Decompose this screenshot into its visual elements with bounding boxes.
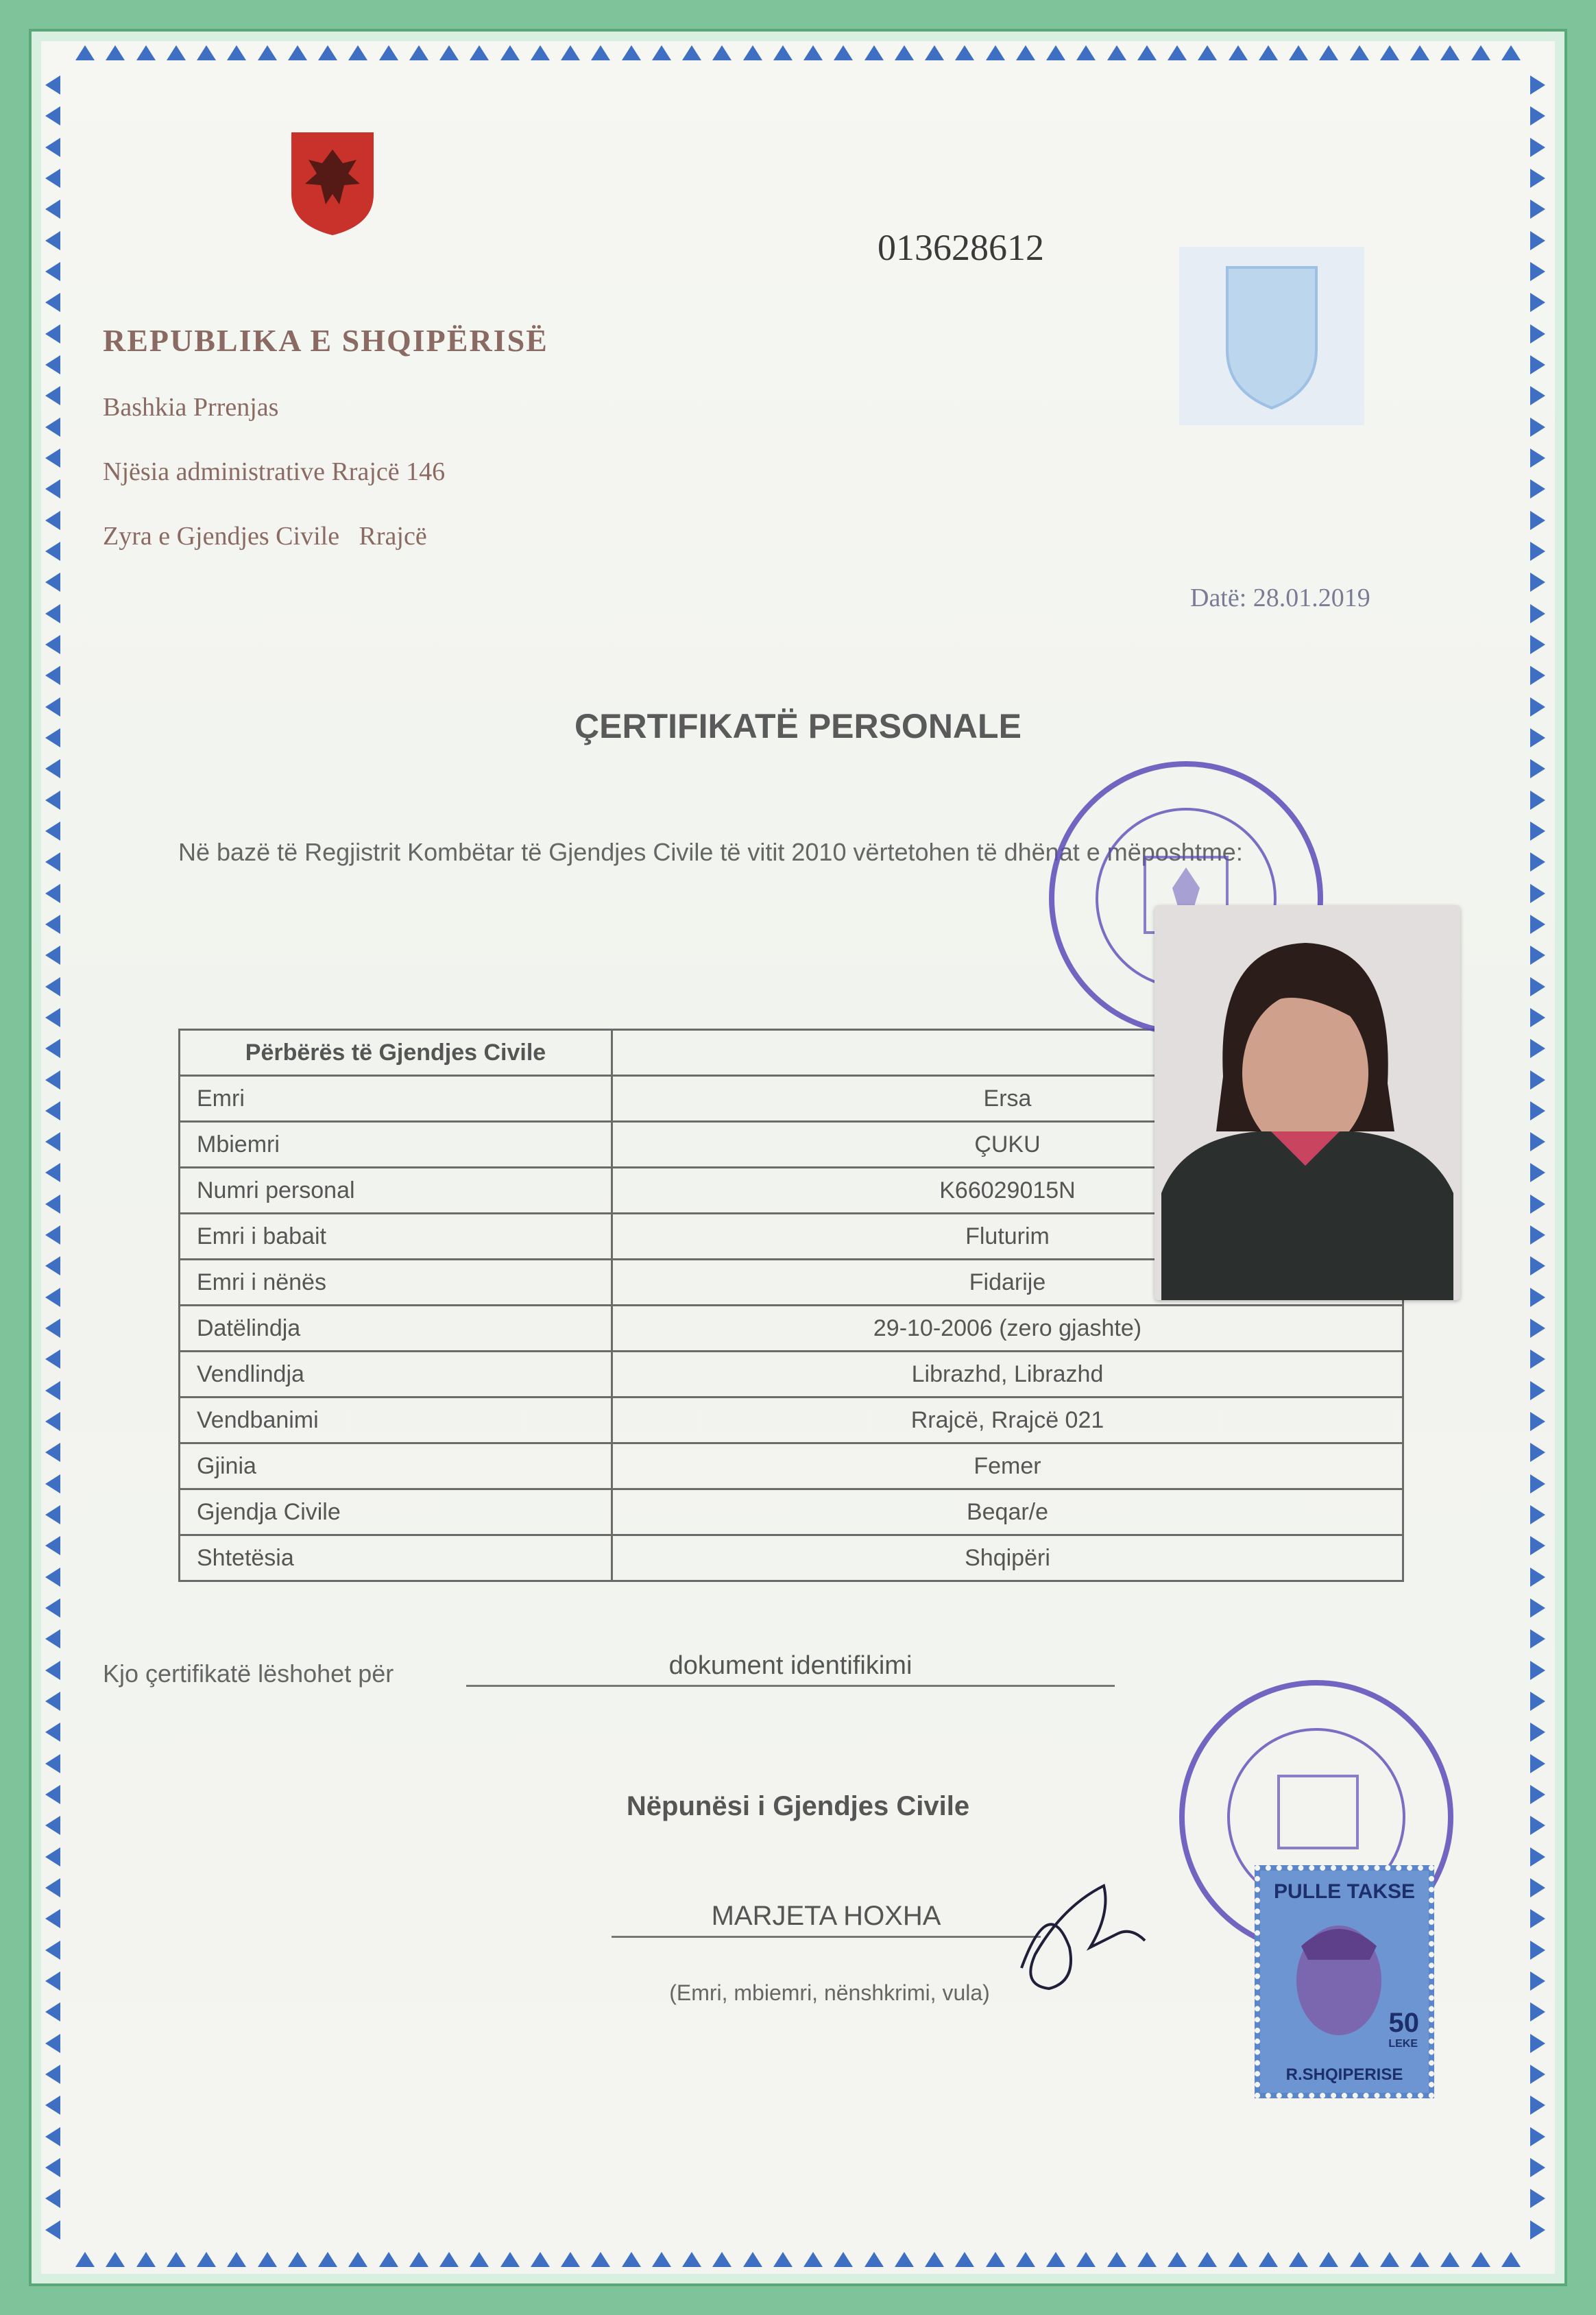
row-value: K66029015N <box>612 1168 1403 1214</box>
border-triangle <box>470 45 489 60</box>
border-triangle <box>45 1288 60 1307</box>
border-triangle <box>743 45 762 60</box>
row-label: Emri <box>180 1076 612 1122</box>
border-triangle <box>45 1941 60 1960</box>
row-value: Shqipëri <box>612 1535 1403 1581</box>
table-row <box>180 1443 1403 1489</box>
border-triangle <box>925 2252 944 2267</box>
row-label: Gjinia <box>180 1443 612 1489</box>
border-triangle <box>45 791 60 810</box>
tax-stamp-portrait <box>1260 1871 1429 2093</box>
border-triangle <box>1530 479 1545 499</box>
border-triangle <box>45 386 60 405</box>
border-triangle <box>712 2252 732 2267</box>
serial-number: 013628612 <box>878 227 1044 268</box>
border-triangle <box>409 2252 428 2267</box>
border-triangle <box>45 1132 60 1151</box>
border-triangle <box>167 45 186 60</box>
intro-text: Në bazë të Regjistrit Kombëtar të Gjendjes Civile të vitit 2010 vërtetohen të dhënat e mëposhtme: <box>178 838 1243 866</box>
border-triangle <box>986 2252 1005 2267</box>
border-triangle <box>1530 324 1545 344</box>
border-triangles-bottom <box>75 2252 1521 2272</box>
border-triangle <box>1530 169 1545 188</box>
border-triangle <box>45 1225 60 1245</box>
border-triangle <box>1530 448 1545 468</box>
border-triangle <box>1530 1195 1545 1214</box>
border-triangle <box>45 418 60 437</box>
border-triangle <box>470 2252 489 2267</box>
border-triangle <box>45 1723 60 1742</box>
row-value: 29-10-2006 (zero gjashte) <box>612 1306 1403 1352</box>
border-triangle <box>561 2252 580 2267</box>
border-triangle <box>1530 1039 1545 1058</box>
border-triangle <box>1530 1474 1545 1494</box>
border-triangle <box>45 511 60 530</box>
border-triangle <box>1530 791 1545 810</box>
row-label: Datëlindja <box>180 1306 612 1352</box>
row-label: Vendlindja <box>180 1352 612 1398</box>
border-triangle <box>379 45 398 60</box>
border-triangle <box>1530 231 1545 250</box>
border-triangle <box>652 2252 671 2267</box>
border-triangle <box>1530 821 1545 841</box>
border-triangle <box>500 2252 520 2267</box>
row-label: Numri personal <box>180 1168 612 1214</box>
border-triangle <box>45 821 60 841</box>
row-label: Emri i nënës <box>180 1260 612 1306</box>
border-triangle <box>288 2252 307 2267</box>
border-triangle <box>986 45 1005 60</box>
border-triangle <box>45 1629 60 1648</box>
border-triangle <box>45 2189 60 2208</box>
border-triangle <box>197 2252 216 2267</box>
border-triangle <box>1530 1629 1545 1648</box>
tax-stamp-unit: LEKE <box>1388 2038 1418 2050</box>
border-triangle <box>1530 386 1545 405</box>
border-triangle <box>1350 2252 1369 2267</box>
border-triangle <box>1530 1941 1545 1960</box>
issued-for-label: Kjo çertifikatë lëshohet për <box>103 1659 394 1688</box>
row-value: Librazhd, Librazhd <box>612 1352 1403 1398</box>
border-triangle <box>45 169 60 188</box>
border-triangle <box>864 45 884 60</box>
border-triangle <box>45 1195 60 1214</box>
border-triangle <box>1076 45 1096 60</box>
border-triangle <box>45 884 60 903</box>
border-triangle <box>531 45 550 60</box>
border-triangle <box>1198 45 1217 60</box>
row-value: Fidarije <box>612 1260 1403 1306</box>
border-triangle <box>1016 2252 1035 2267</box>
border-triangles-top <box>75 45 1521 66</box>
border-triangle <box>75 45 95 60</box>
border-triangle <box>1530 293 1545 312</box>
border-triangle <box>1471 2252 1490 2267</box>
border-triangle <box>348 2252 367 2267</box>
border-triangles-right <box>1530 75 1551 2240</box>
border-triangle <box>167 2252 186 2267</box>
albanian-emblem-icon <box>288 129 377 237</box>
border-triangle <box>45 666 60 685</box>
border-triangle <box>45 852 60 872</box>
tax-stamp-country: R.SHQIPERISE <box>1285 2065 1403 2084</box>
border-triangle <box>1530 2096 1545 2115</box>
border-triangle <box>136 45 156 60</box>
table-row <box>180 1352 1403 1398</box>
border-triangle <box>1530 915 1545 934</box>
border-triangle <box>1107 2252 1126 2267</box>
border-triangle <box>955 45 974 60</box>
border-triangle <box>45 293 60 312</box>
table-header: Përbërës të Gjendjes Civile <box>180 1030 612 1076</box>
row-value: Femer <box>612 1443 1403 1489</box>
border-triangle <box>652 45 671 60</box>
border-triangle <box>1530 635 1545 654</box>
border-triangle <box>1530 2065 1545 2084</box>
border-triangle <box>288 45 307 60</box>
row-label: Shtetësia <box>180 1535 612 1581</box>
border-triangle <box>45 1505 60 1524</box>
border-triangle <box>45 1598 60 1618</box>
border-triangle <box>895 2252 914 2267</box>
border-triangle <box>1530 1381 1545 1400</box>
border-triangle <box>45 2127 60 2146</box>
border-triangle <box>45 1008 60 1027</box>
border-triangle <box>1530 75 1545 95</box>
tax-stamp-icon <box>1255 1865 1434 2098</box>
border-triangle <box>1530 1350 1545 1369</box>
border-triangle <box>106 2252 125 2267</box>
border-triangle <box>45 1412 60 1431</box>
border-triangle <box>1530 2034 1545 2053</box>
border-triangle <box>1229 2252 1248 2267</box>
issue-date: Datë: 28.01.2019 <box>1190 584 1370 612</box>
border-triangle <box>591 2252 610 2267</box>
border-triangle <box>348 45 367 60</box>
table-row <box>180 1489 1403 1535</box>
border-triangle <box>1530 1101 1545 1120</box>
header-municipality: Bashkia Prrenjas <box>103 393 279 422</box>
border-triangle <box>45 1256 60 1275</box>
border-triangle <box>1530 1225 1545 1245</box>
border-triangle <box>45 355 60 374</box>
border-triangle <box>45 479 60 499</box>
border-triangle <box>1440 45 1460 60</box>
border-triangle <box>45 448 60 468</box>
row-label: Mbiemri <box>180 1122 612 1168</box>
border-triangle <box>45 2065 60 2084</box>
border-triangle <box>45 2034 60 2053</box>
border-triangle <box>1259 45 1278 60</box>
border-triangle <box>1530 2220 1545 2240</box>
border-triangle <box>1380 2252 1399 2267</box>
border-triangle <box>45 2096 60 2115</box>
border-triangle <box>1530 946 1545 965</box>
border-triangle <box>318 45 337 60</box>
tax-stamp-value: 50 <box>1388 2008 1419 2038</box>
border-triangle <box>1107 45 1126 60</box>
officer-name: MARJETA HOXHA <box>612 1901 1041 1938</box>
border-triangle <box>1530 262 1545 281</box>
border-triangle <box>1046 45 1065 60</box>
border-triangle <box>1530 2127 1545 2146</box>
border-triangle <box>1410 2252 1429 2267</box>
border-triangle <box>1168 45 1187 60</box>
border-triangle <box>45 1163 60 1182</box>
border-triangle <box>1530 1536 1545 1555</box>
border-triangle <box>1530 1598 1545 1618</box>
row-value: Rrajcë, Rrajcë 021 <box>612 1398 1403 1443</box>
border-triangle <box>439 2252 459 2267</box>
row-label: Vendbanimi <box>180 1398 612 1443</box>
border-triangle <box>1229 45 1248 60</box>
border-triangle <box>45 231 60 250</box>
border-triangle <box>1530 1505 1545 1524</box>
border-triangle <box>45 2220 60 2240</box>
border-triangle <box>45 573 60 592</box>
border-triangle <box>1530 106 1545 125</box>
border-triangle <box>45 542 60 561</box>
border-triangle <box>1530 1661 1545 1680</box>
border-triangle <box>45 1101 60 1120</box>
border-triangle <box>1198 2252 1217 2267</box>
border-triangle <box>1530 604 1545 623</box>
border-triangle <box>955 2252 974 2267</box>
border-triangle <box>439 45 459 60</box>
watermark-emblem-icon <box>1179 247 1364 425</box>
border-triangle <box>500 45 520 60</box>
border-triangle <box>622 45 641 60</box>
border-triangle <box>743 2252 762 2267</box>
border-triangle <box>45 604 60 623</box>
border-triangle <box>1530 1568 1545 1587</box>
border-triangle <box>197 45 216 60</box>
border-triangle <box>1440 2252 1460 2267</box>
border-triangle <box>45 1039 60 1058</box>
border-triangle <box>45 759 60 778</box>
border-triangle <box>1501 45 1521 60</box>
tax-stamp-title: PULLE TAKSE <box>1273 1880 1416 1903</box>
border-triangle <box>1137 2252 1157 2267</box>
row-value: ÇUKU <box>612 1122 1403 1168</box>
border-triangle <box>1530 573 1545 592</box>
border-triangle <box>379 2252 398 2267</box>
border-triangle <box>258 2252 277 2267</box>
border-triangle <box>45 1692 60 1711</box>
border-triangle <box>1530 1008 1545 1027</box>
border-triangles-left <box>45 75 66 2240</box>
row-value: Beqar/e <box>612 1489 1403 1535</box>
border-triangle <box>1530 1909 1545 1928</box>
header-republic: REPUBLIKA E SHQIPËRISË <box>103 323 548 358</box>
signature-icon <box>1008 1865 1159 2002</box>
border-triangle <box>1168 2252 1187 2267</box>
border-triangle <box>1530 1443 1545 1462</box>
border-triangle <box>1530 666 1545 685</box>
border-triangle <box>45 200 60 219</box>
border-triangle <box>45 1754 60 1773</box>
border-triangle <box>1319 2252 1338 2267</box>
border-triangle <box>1530 1878 1545 1897</box>
border-triangle <box>45 106 60 125</box>
border-triangle <box>1530 977 1545 996</box>
page-title: ÇERTIFIKATË PERSONALE <box>575 707 1021 745</box>
border-triangle <box>1530 2158 1545 2177</box>
border-triangle <box>45 2158 60 2177</box>
border-triangle <box>682 2252 701 2267</box>
border-triangle <box>834 2252 853 2267</box>
border-triangle <box>834 45 853 60</box>
border-triangle <box>45 1070 60 1090</box>
border-triangle <box>591 45 610 60</box>
border-triangle <box>1016 45 1035 60</box>
border-triangle <box>925 45 944 60</box>
table-row <box>180 1535 1403 1581</box>
officer-title: Nëpunësi i Gjendjes Civile <box>626 1791 970 1821</box>
border-triangle <box>45 1909 60 1928</box>
border-triangle <box>1380 45 1399 60</box>
row-value: Ersa <box>612 1076 1403 1122</box>
border-triangle <box>803 2252 823 2267</box>
border-triangle <box>1046 2252 1065 2267</box>
border-triangle <box>45 324 60 344</box>
border-triangle <box>45 1474 60 1494</box>
border-triangle <box>1530 884 1545 903</box>
issued-for-value: dokument identifikimi <box>466 1651 1115 1687</box>
border-triangle <box>1530 542 1545 561</box>
border-triangle <box>803 45 823 60</box>
header-civil-office: Zyra e Gjendjes Civile Rrajcë <box>103 522 427 551</box>
border-triangle <box>1259 2252 1278 2267</box>
border-triangle <box>45 915 60 934</box>
border-triangle <box>1319 45 1338 60</box>
table-row <box>180 1306 1403 1352</box>
border-triangle <box>45 138 60 157</box>
border-triangle <box>1350 45 1369 60</box>
border-triangle <box>45 977 60 996</box>
border-triangle <box>561 45 580 60</box>
border-triangle <box>682 45 701 60</box>
border-triangle <box>1530 418 1545 437</box>
row-value: Fluturim <box>612 1214 1403 1260</box>
border-triangle <box>1530 1288 1545 1307</box>
row-label: Gjendja Civile <box>180 1489 612 1535</box>
border-triangle <box>773 45 793 60</box>
border-triangle <box>106 45 125 60</box>
border-triangle <box>1530 852 1545 872</box>
border-triangle <box>1137 45 1157 60</box>
border-triangle <box>1530 1070 1545 1090</box>
border-triangle <box>1501 2252 1521 2267</box>
border-triangle <box>45 1319 60 1338</box>
border-triangle <box>1530 1132 1545 1151</box>
border-triangle <box>773 2252 793 2267</box>
border-triangle <box>45 1568 60 1587</box>
table-row <box>180 1398 1403 1443</box>
border-triangle <box>45 1350 60 1369</box>
border-triangle <box>1530 511 1545 530</box>
border-triangle <box>45 1381 60 1400</box>
border-triangle <box>258 45 277 60</box>
id-photo <box>1154 905 1460 1300</box>
border-triangle <box>45 1878 60 1897</box>
header-administrative-unit: Njësia administrative Rrajcë 146 <box>103 457 446 486</box>
border-triangle <box>1530 138 1545 157</box>
border-triangle <box>1530 200 1545 219</box>
border-triangle <box>1530 1847 1545 1867</box>
border-triangle <box>45 1661 60 1680</box>
border-triangle <box>1530 2189 1545 2208</box>
border-triangle <box>1530 1319 1545 1338</box>
row-label: Emri i babait <box>180 1214 612 1260</box>
border-triangle <box>45 1536 60 1555</box>
border-triangle <box>1530 1163 1545 1182</box>
border-triangle <box>1289 2252 1308 2267</box>
border-triangle <box>1530 1412 1545 1431</box>
border-triangle <box>1530 1256 1545 1275</box>
border-triangle <box>1530 1692 1545 1711</box>
border-triangle <box>75 2252 95 2267</box>
border-triangle <box>1530 355 1545 374</box>
border-triangle <box>895 45 914 60</box>
border-triangle <box>1410 45 1429 60</box>
border-triangle <box>45 75 60 95</box>
border-triangle <box>45 262 60 281</box>
border-triangle <box>1471 45 1490 60</box>
border-triangle <box>45 635 60 654</box>
border-triangle <box>622 2252 641 2267</box>
border-triangle <box>45 1443 60 1462</box>
border-triangle <box>227 2252 246 2267</box>
border-triangle <box>1289 45 1308 60</box>
officer-note: (Emri, mbiemri, nënshkrimi, vula) <box>669 1980 990 2005</box>
border-triangle <box>1530 1723 1545 1742</box>
border-triangle <box>712 45 732 60</box>
border-triangle <box>1076 2252 1096 2267</box>
border-triangle <box>318 2252 337 2267</box>
border-triangle <box>864 2252 884 2267</box>
border-triangle <box>227 45 246 60</box>
border-triangle <box>1530 1754 1545 1773</box>
border-triangle <box>45 946 60 965</box>
border-triangle <box>45 1847 60 1867</box>
border-triangle <box>136 2252 156 2267</box>
border-triangle <box>1530 759 1545 778</box>
border-triangle <box>531 2252 550 2267</box>
border-triangle <box>409 45 428 60</box>
